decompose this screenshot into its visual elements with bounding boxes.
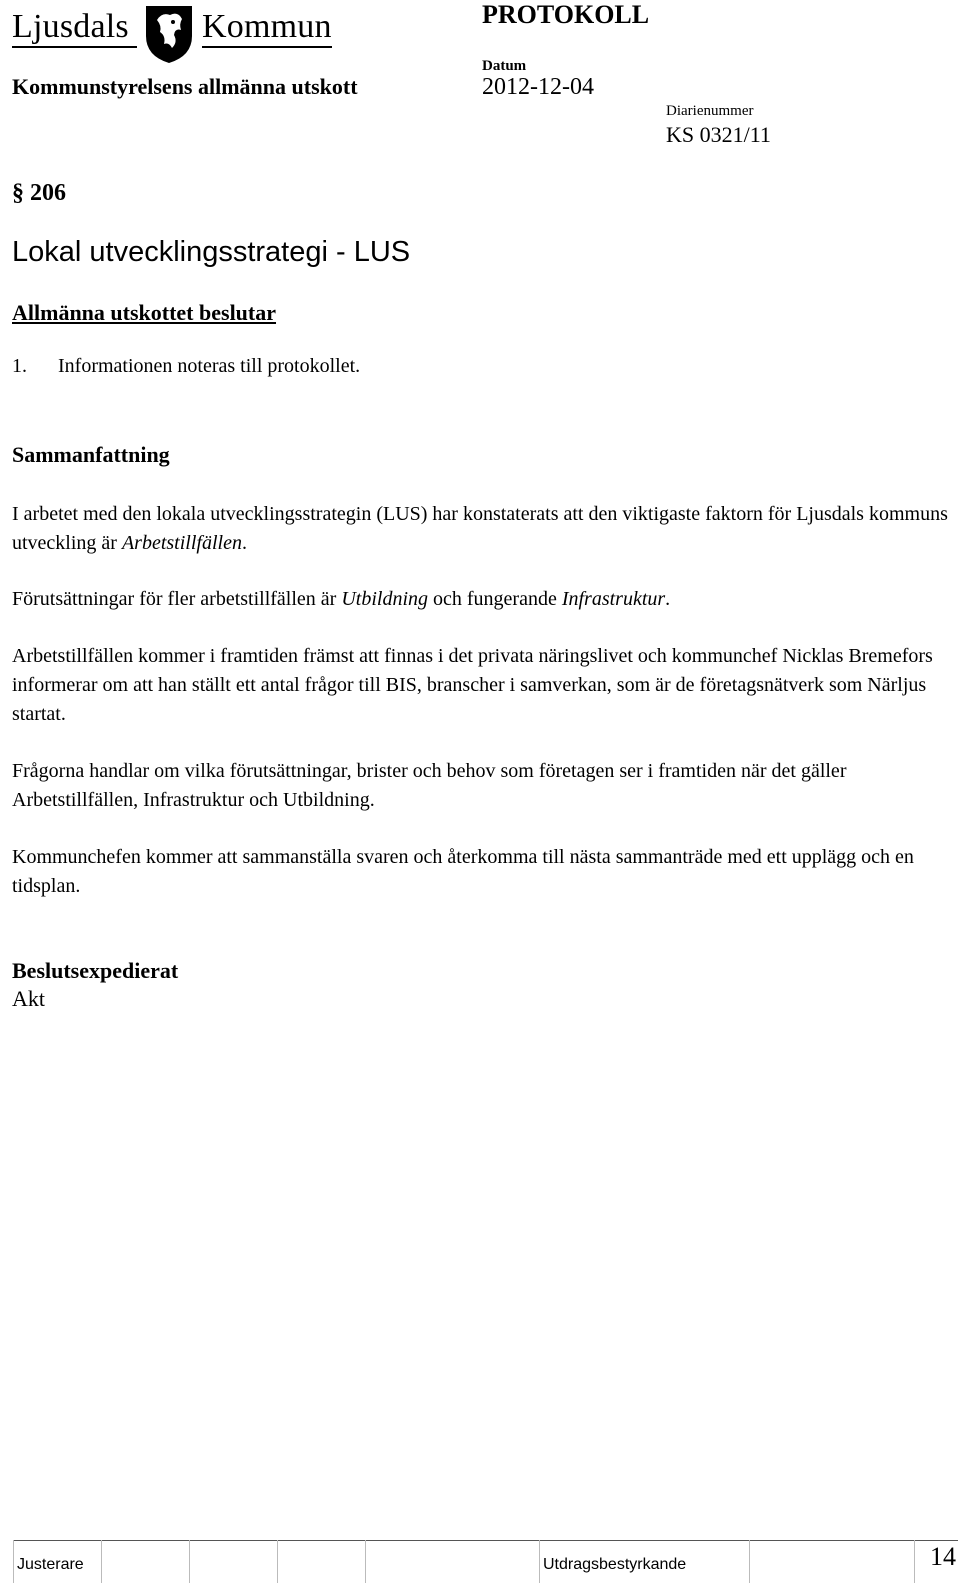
- decision-heading: Allmänna utskottet beslutar: [12, 300, 277, 325]
- diary-number-label: Diarienummer: [666, 103, 754, 119]
- summary-paragraph-3: Arbetstillfällen kommer i framtiden främst att finnas i det privata näringslivet och kommunchef Nicklas Bremefors informerar om att han ställt ett antal frågor till BIS, branscher i samverkan, som är de företagsnätverk som Närljus startat.: [12, 645, 933, 725]
- paragraph-text: .: [665, 588, 671, 610]
- paragraph-text: och fungerande: [428, 588, 562, 610]
- footer-cell: [189, 1540, 278, 1583]
- paragraph-text: .: [241, 532, 247, 554]
- document-type: PROTOKOLL: [482, 0, 650, 29]
- footer-cell: [101, 1540, 190, 1583]
- logo-text-right: Kommun: [202, 8, 332, 45]
- page-footer: [13, 1540, 958, 1583]
- date-label: Datum: [482, 58, 527, 74]
- diary-number-value: KS 0321/11: [666, 122, 771, 147]
- summary-paragraph-4: Frågorna handlar om vilka förutsättningar, brister och behov som företagen ser i framtiden när det gäller Arbetstillfällen, Infrastruktur och Utbildning.: [12, 760, 847, 811]
- footer-cell: [365, 1540, 454, 1583]
- footer-utdragsbestyrkande: Utdragsbestyrkande: [543, 1556, 687, 1573]
- logo-text-left: Ljusdals: [12, 8, 129, 45]
- emphasis-text: Infrastruktur: [561, 588, 666, 610]
- expedited-heading: Beslutsexpedierat: [12, 958, 179, 983]
- footer-cell: [277, 1540, 366, 1583]
- emphasis-text: Utbildning: [341, 588, 428, 610]
- committee-name: Kommunstyrelsens allmänna utskott: [12, 74, 358, 99]
- crest-icon: [142, 2, 196, 64]
- page-number: 14: [930, 1542, 956, 1571]
- decision-item: [12, 355, 360, 378]
- summary-paragraph-5: Kommunchefen kommer att sammanställa svaren och återkomma till nästa sammanträde med ett upplägg och en tidsplan.: [12, 846, 914, 897]
- footer-justerare: Justerare: [17, 1556, 84, 1573]
- section-title: Lokal utvecklingsstrategi - LUS: [12, 236, 411, 268]
- emphasis-text: Arbetstillfällen: [121, 532, 242, 554]
- date-value: 2012-12-04: [482, 74, 594, 100]
- summary-paragraph-1: [12, 500, 952, 558]
- municipality-logo: [12, 2, 332, 64]
- footer-cell: [749, 1540, 915, 1583]
- logo-underline-left: [12, 46, 137, 48]
- summary-paragraph-2: [12, 585, 952, 614]
- logo-underline-right: [202, 46, 332, 48]
- summary-heading: Sammanfattning: [12, 442, 170, 467]
- expedited-value: Akt: [12, 986, 45, 1011]
- decision-text: Informationen noteras till protokollet.: [58, 355, 361, 377]
- decision-number: 1.: [12, 355, 27, 377]
- paragraph-number: § 206: [12, 180, 66, 206]
- paragraph-text: Förutsättningar för fler arbetstillfällen är: [12, 588, 342, 610]
- decision-list: [12, 355, 360, 378]
- paragraph-text: I arbetet med den lokala utvecklingsstrategin (LUS) har konstaterats att den viktigaste faktorn för Ljusdals kommuns utveckling är: [12, 503, 948, 554]
